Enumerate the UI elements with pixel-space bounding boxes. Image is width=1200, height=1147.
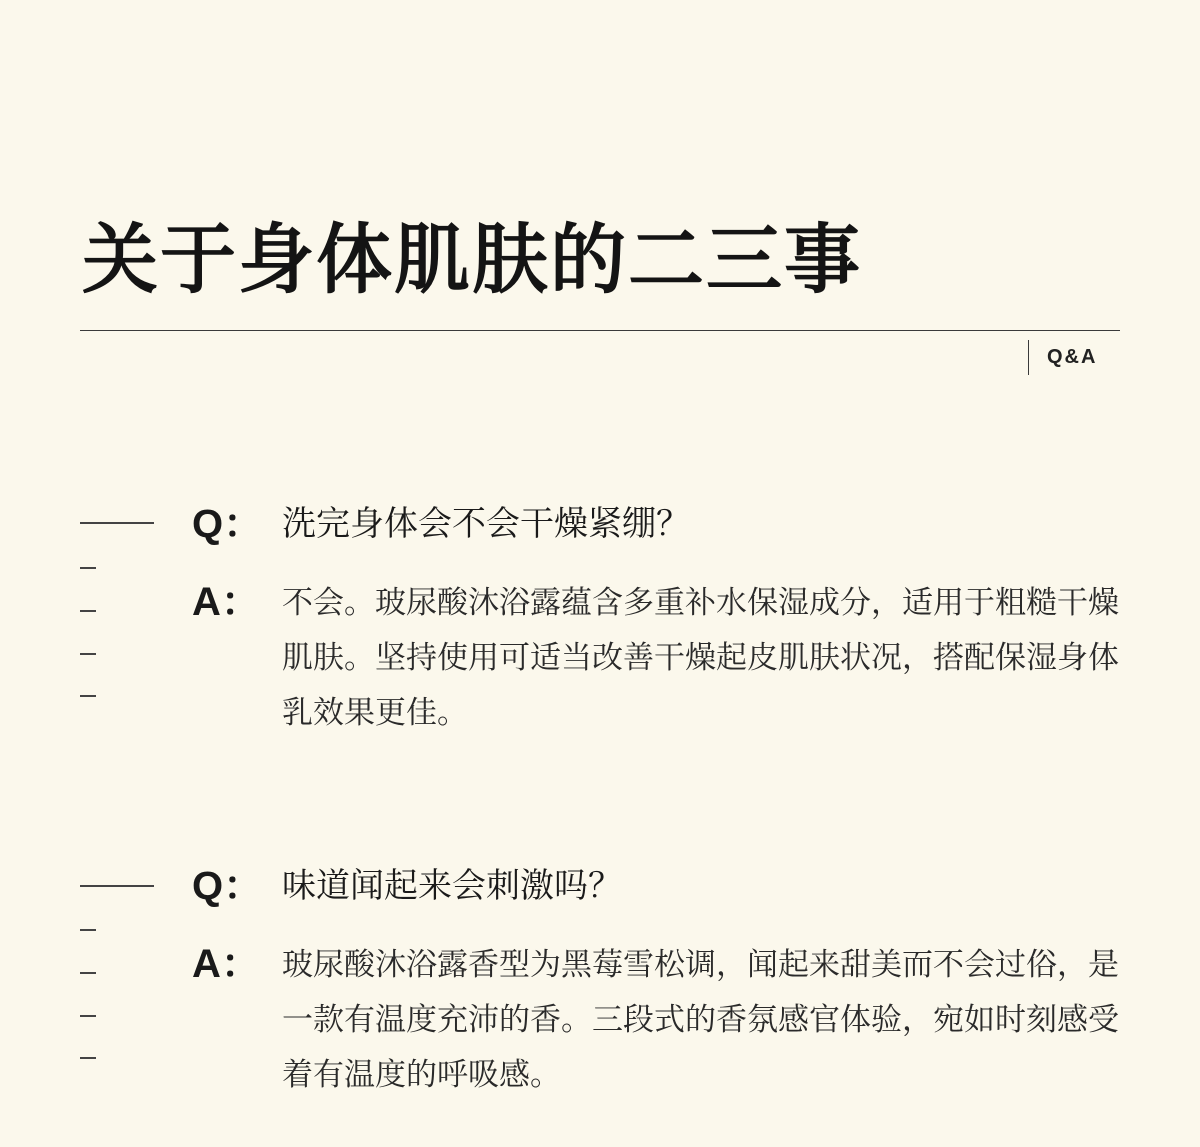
section-tag: Q&A (1047, 346, 1098, 368)
question-label: Q： (192, 502, 264, 546)
title-divider (80, 330, 1120, 331)
decor-line-short (80, 695, 96, 697)
question-label: Q： (192, 864, 264, 908)
decor-line-long (80, 885, 154, 887)
question-text: 洗完身体会不会干燥紧绷？ (282, 504, 690, 544)
answer-text: 玻尿酸沐浴露香型为黑莓雪松调，闻起来甜美而不会过俗，是一款有温度充沛的香。三段式的香氛感官体验，宛如时刻感受着有温度的呼吸感。 (282, 947, 1119, 1093)
decor-line-short (80, 972, 96, 974)
page-title: 关于身体肌肤的二三事 (82, 215, 862, 304)
decor-line-short (80, 610, 96, 612)
decor-line-short (80, 567, 96, 569)
section-tag-wrap (1028, 340, 1097, 375)
question-text: 味道闻起来会刺激吗？ (282, 866, 622, 906)
decor-line-short (80, 1057, 96, 1059)
decor-line-long (80, 522, 154, 524)
answer-label: A： (192, 942, 261, 986)
decor-line-short (80, 653, 96, 655)
answer-text: 不会。玻尿酸沐浴露蕴含多重补水保湿成分，适用于粗糙干燥肌肤。坚持使用可适当改善干燥起皮肌肤状况，搭配保湿身体乳效果更佳。 (282, 585, 1119, 731)
decor-line-short (80, 1015, 96, 1017)
answer-label: A： (192, 580, 261, 624)
decor-line-short (80, 929, 96, 931)
